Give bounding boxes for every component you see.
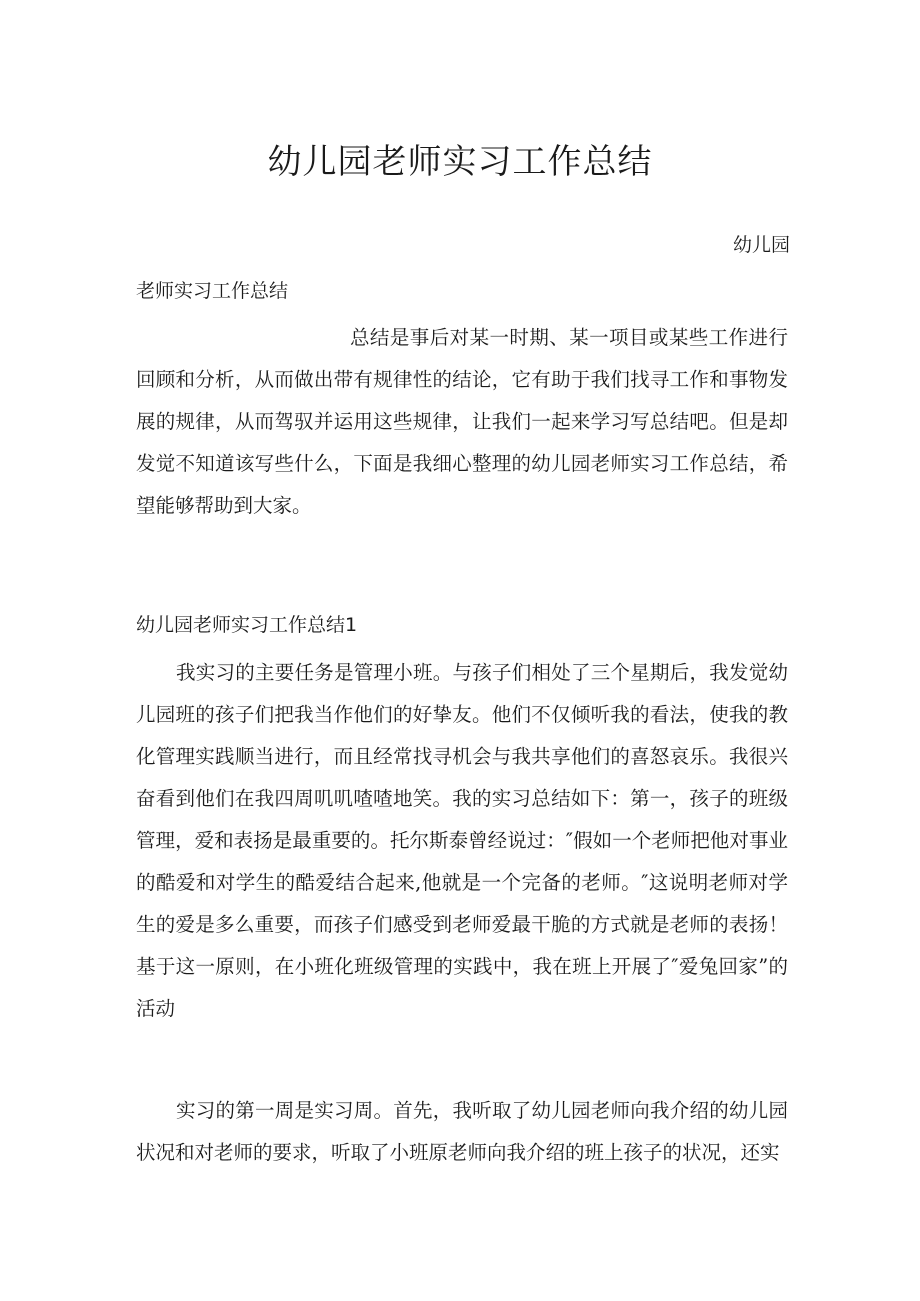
- body-paragraph-2: 实习的第一周是实习周。首先，我听取了幼儿园老师向我介绍的幼儿园状况和对老师的要求，听取了小班原老师向我介绍的班上孩子的状况，还实: [136, 1099, 788, 1164]
- document-subtitle: 老师实习工作总结: [136, 280, 289, 302]
- right-aligned-label: 幼儿园: [732, 234, 790, 256]
- document-title: 幼儿园老师实习工作总结: [267, 142, 653, 182]
- section-heading: 幼儿园老师实习工作总结1: [136, 614, 358, 636]
- intro-paragraph: 总结是事后对某一时期、某一项目或某些工作进行回顾和分析，从而做出带有规律性的结论，它有助于我们找寻工作和事物发展的规律，从而驾驭并运用这些规律，让我们一起来学习写总结吧。但是却发觉不知道该写些什么，下面是我细心整理的幼儿园老师实习工作总结，希望能够帮助到大家。: [136, 326, 788, 517]
- body-paragraph-1: 我实习的主要任务是管理小班。与孩子们相处了三个星期后，我发觉幼儿园班的孩子们把我当作他们的好挚友。他们不仅倾听我的看法，使我的教化管理实践顺当进行，而且经常找寻机会与我共享他们的喜怒哀乐。我很兴奋看到他们在我四周叽叽喳喳地笑。我的实习总结如下：第一，孩子的班级管理，爱和表扬是最重要的。托尔斯泰曾经说过：″假如一个老师把他对事业的酷爱和对学生的酷爱结合起来,他就是一个完备的老师。″这说明老师对学生的爱是多么重要，而孩子们感受到老师爱最干脆的方式就是老师的表扬！基于这一原则，在小班化班级管理的实践中，我在班上开展了″爱兔回家”的活动: [136, 661, 788, 1020]
